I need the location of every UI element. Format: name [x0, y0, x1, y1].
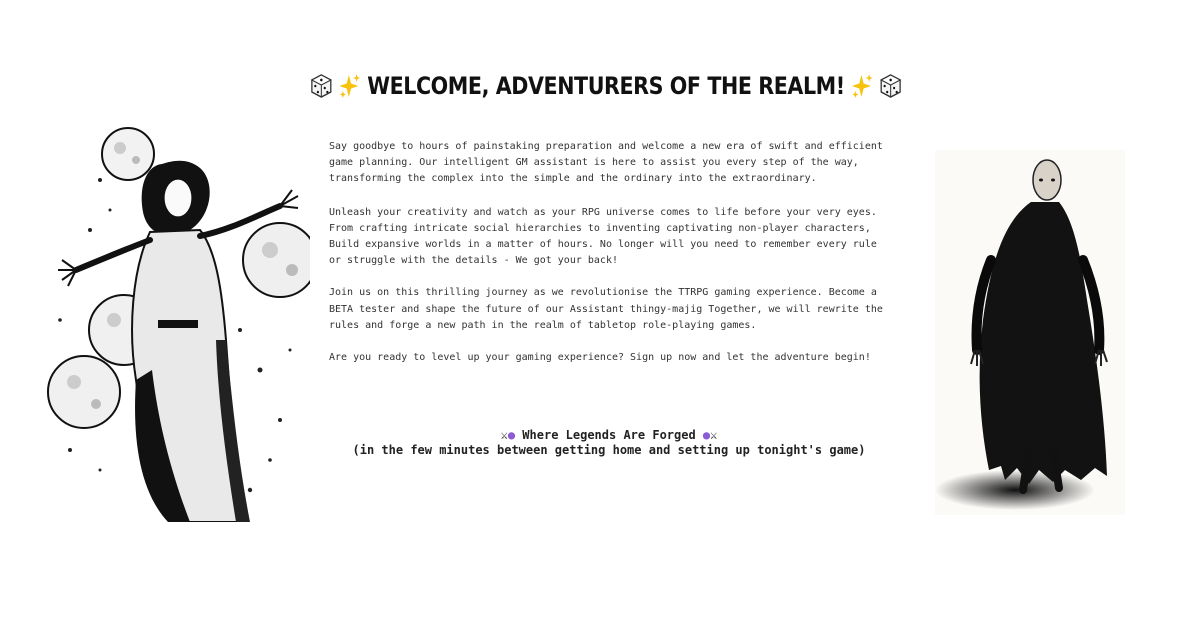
dice-icon [310, 73, 332, 99]
page-title: WELCOME, ADVENTURERS OF THE REALM! [367, 72, 845, 100]
page-heading [85, 72, 1127, 100]
tagline-subtext: (in the few minutes between getting home and setting up tonight's game) [352, 443, 866, 457]
orb [48, 356, 120, 428]
crystal-ball-icon: ● [507, 428, 516, 442]
crystal-ball-icon: ● [702, 428, 711, 442]
vampire-illustration [935, 150, 1125, 515]
orb [243, 223, 310, 297]
sparkles-icon [850, 72, 874, 100]
paragraph-3: Join us on this thrilling journey as we revolutionise the TTRPG gaming experience. Become a BETA tester and shape the future of our Assistant thingy-majig Together, we will rewrite the rules and forge a new path in the realm of tabletop role-playing games. [329, 287, 883, 331]
paragraph-2: Unleash your creativity and watch as your RPG universe comes to life before your very eyes. From crafting intricate social hierarchies to inventing captivating non-player characters, Build expansive worlds in a matter of hours. No longer will you need to remember every rule or struggle with the details - We got your back! [329, 206, 877, 267]
intro-text [329, 139, 889, 382]
crossed-swords-icon: ⚔ [710, 428, 718, 442]
sparkles-icon [338, 72, 362, 100]
paragraph-4: Are you ready to level up your gaming experience? Sign up now and let the adventure begin! [329, 352, 871, 364]
tagline-main-line [501, 428, 718, 442]
tagline [329, 428, 889, 458]
tagline-text: Where Legends Are Forged [522, 428, 696, 442]
orb [102, 128, 154, 180]
paragraph-1: Say goodbye to hours of painstaking preparation and welcome a new era of swift and efficient game planning. Our intelligent GM assistant is here to assist you every step of the way, transforming the complex into the simple and the ordinary into the extraordinary. [329, 141, 883, 185]
crossed-swords-icon: ⚔ [500, 428, 508, 442]
sorceress-illustration [40, 120, 310, 522]
dice-icon [879, 73, 901, 99]
